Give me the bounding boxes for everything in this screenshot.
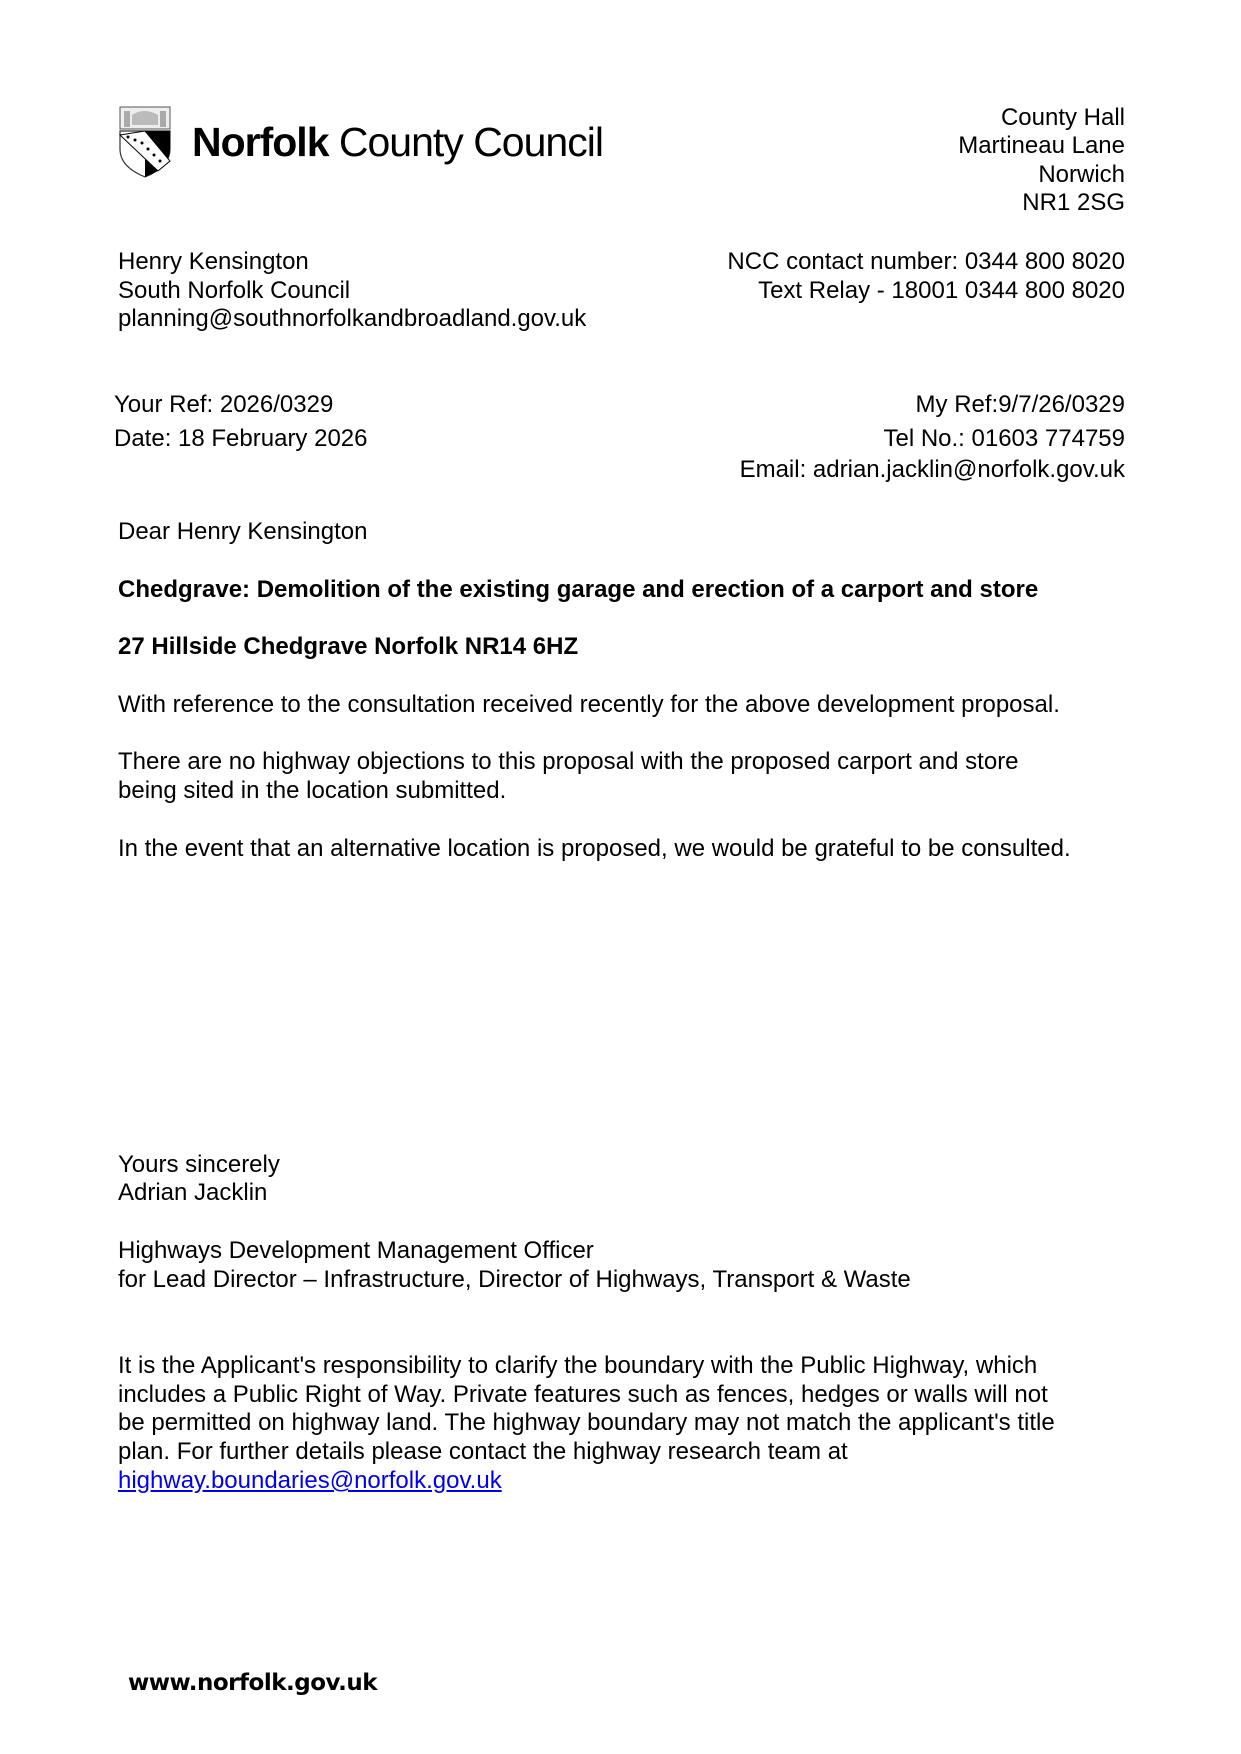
address-line: Martineau Lane (958, 132, 1125, 159)
boundary-note: be permitted on highway land. The highway boundary may not match the applicant's title (118, 1409, 1055, 1436)
letter-date: Date: 18 February 2026 (114, 425, 368, 452)
paragraph-2: being sited in the location submitted. (118, 777, 507, 804)
address-line: County Hall (1000, 104, 1125, 131)
sender-email: Email: adrian.jacklin@norfolk.gov.uk (739, 456, 1125, 483)
my-ref: My Ref:9/7/26/0329 (915, 391, 1125, 418)
signatory-for: for Lead Director – Infrastructure, Director of Highways, Transport & Waste (118, 1266, 911, 1293)
boundary-note: includes a Public Right of Way. Private features such as fences, hedges or walls will not (118, 1381, 1048, 1408)
tel-number: Tel No.: 01603 774759 (883, 425, 1125, 452)
address-line: Norwich (1038, 161, 1125, 188)
recipient-name: Henry Kensington (118, 248, 309, 275)
text-relay: Text Relay - 18001 0344 800 8020 (758, 277, 1125, 304)
recipient-email: planning@southnorfolkandbroadland.gov.uk (118, 305, 587, 332)
footer-website: www.norfolk.gov.uk (128, 1670, 378, 1696)
paragraph-1: With reference to the consultation received recently for the above development proposal. (118, 691, 1060, 718)
logo-text: Norfolk County Council (192, 118, 603, 165)
site-address: 27 Hillside Chedgrave Norfolk NR14 6HZ (118, 633, 579, 660)
recipient-organisation: South Norfolk Council (118, 277, 351, 304)
boundary-note: It is the Applicant's responsibility to clarify the boundary with the Public Highway, which (118, 1352, 1038, 1379)
boundary-note: plan. For further details please contact the highway research team at (118, 1438, 848, 1465)
norfolk-county-council-logo (118, 105, 603, 179)
coat-of-arms-icon (118, 105, 172, 179)
subject-heading: Chedgrave: Demolition of the existing garage and erection of a carport and store (118, 576, 1039, 603)
signatory-title: Highways Development Management Officer (118, 1237, 594, 1264)
paragraph-3: In the event that an alternative location is proposed, we would be grateful to be consulted. (118, 835, 1071, 862)
closing: Yours sincerely (118, 1151, 280, 1178)
your-ref: Your Ref: 2026/0329 (114, 391, 334, 418)
ncc-contact-number: NCC contact number: 0344 800 8020 (727, 248, 1125, 275)
address-line: NR1 2SG (1022, 189, 1125, 216)
highway-boundaries-email-link[interactable]: highway.boundaries@norfolk.gov.uk (118, 1467, 502, 1494)
paragraph-2: There are no highway objections to this proposal with the proposed carport and store (118, 748, 1019, 775)
signatory-name: Adrian Jacklin (118, 1179, 268, 1206)
salutation: Dear Henry Kensington (118, 518, 368, 545)
